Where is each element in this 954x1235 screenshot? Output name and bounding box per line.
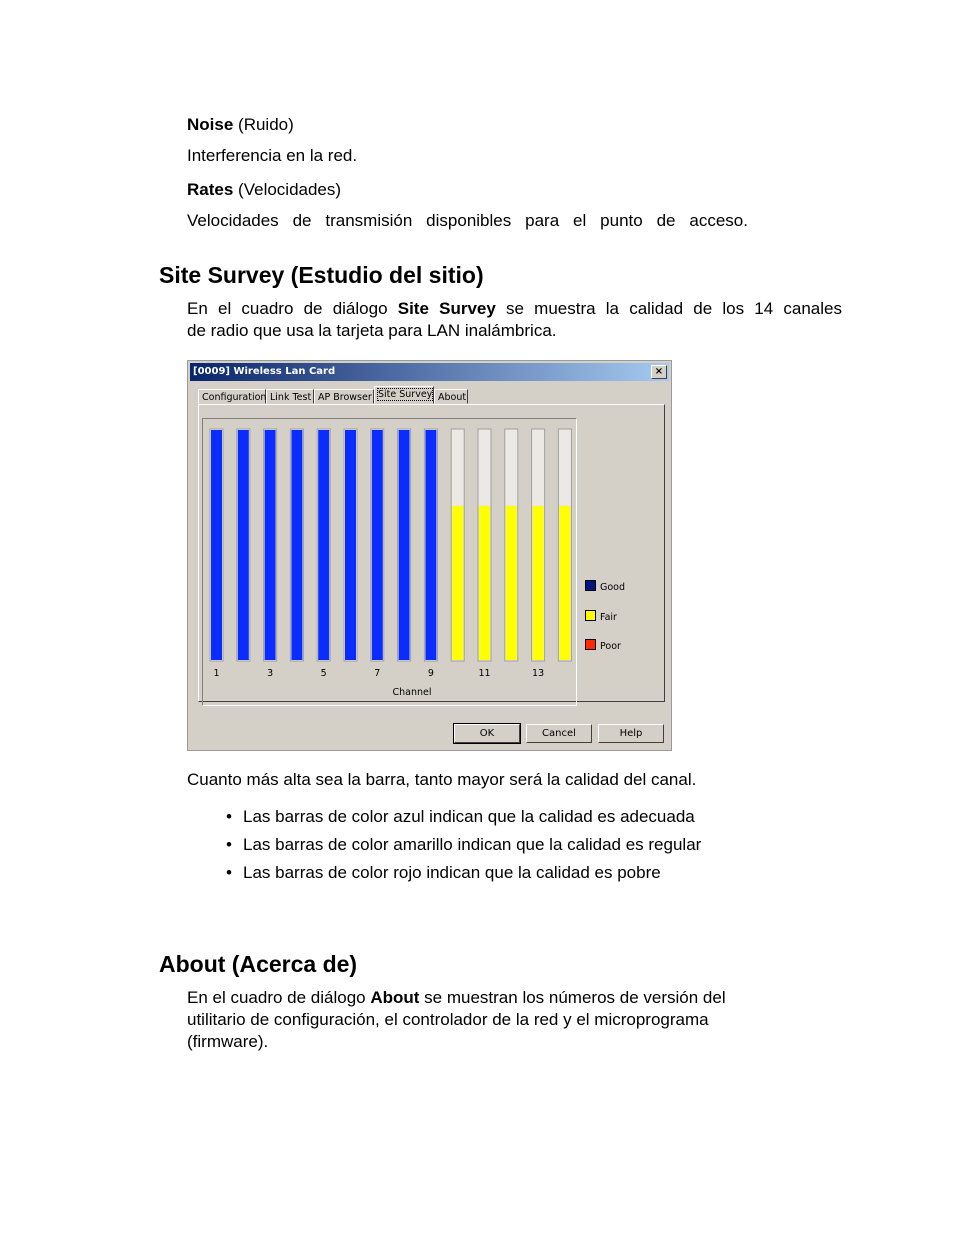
legend-label-good: Good: [600, 582, 626, 593]
channel-chart: [202, 418, 577, 706]
tab-site-survey[interactable]: [374, 386, 434, 404]
tick-label: 3: [267, 668, 274, 679]
tick-label: 5: [320, 668, 327, 679]
tick-label: 13: [532, 668, 545, 679]
legend-poor: [585, 639, 621, 652]
site-survey-intro-line2: de radio que usa la tarjeta para LAN inalámbrica.: [187, 321, 557, 340]
intro-text: En el cuadro de diálogo: [187, 299, 398, 318]
tab-label: Site Survey: [378, 389, 433, 400]
tab-label: Link Test: [270, 392, 312, 403]
noise-term: Noise: [187, 115, 234, 134]
x-axis-label: Channel: [392, 687, 432, 698]
bullet-dot: •: [226, 807, 232, 826]
about-line2: utilitario de configuración, el controlador de la red y el microprograma: [187, 1010, 709, 1029]
help-button[interactable]: Help: [598, 724, 664, 743]
tab-label: Configuration: [202, 392, 267, 403]
site-survey-heading: Site Survey (Estudio del sitio): [159, 262, 484, 288]
legend-label-fair: Fair: [600, 612, 617, 623]
tick-label: 9: [427, 668, 434, 679]
channel-bar: [533, 506, 544, 660]
tick-label: 1: [213, 668, 220, 679]
noise-term-line: [187, 114, 294, 136]
rates-term: Rates: [187, 180, 234, 199]
channel-chart-svg: [203, 419, 576, 705]
legend-label-poor: Poor: [600, 641, 621, 652]
channel-bar: [452, 506, 463, 660]
bullet-text: Las barras de color azul indican que la calidad es adecuada: [243, 807, 695, 826]
tick-label: 7: [374, 668, 381, 679]
close-icon[interactable]: ×: [651, 365, 667, 379]
tab-label: About: [438, 392, 467, 403]
about-line3: (firmware).: [187, 1032, 269, 1051]
channel-bar: [372, 430, 383, 660]
channel-bar: [559, 506, 570, 660]
dialog-titlebar: [190, 363, 669, 381]
tab-configuration[interactable]: [198, 389, 266, 404]
about-text-rest: se muestran los números de versión del: [419, 988, 726, 1007]
channel-bar: [318, 430, 329, 660]
about-line1: [187, 987, 726, 1009]
dialog-title: [0009] Wireless Lan Card: [193, 366, 336, 377]
tab-about[interactable]: [434, 389, 468, 404]
site-survey-intro-line1: [187, 298, 842, 320]
rates-term-line: [187, 179, 341, 201]
legend-swatch-fair: [585, 610, 596, 621]
about-bold: About: [370, 988, 420, 1007]
channel-bar: [291, 430, 302, 660]
about-heading: About (Acerca de): [159, 951, 358, 977]
rates-paren: (Velocidades): [238, 180, 342, 199]
legend-fair: [585, 610, 617, 623]
intro-bold: Site Survey: [397, 299, 496, 318]
channel-bar: [345, 430, 356, 660]
bullet-text: Las barras de color rojo indican que la calidad es pobre: [243, 863, 661, 882]
cancel-button[interactable]: Cancel: [526, 724, 592, 743]
noise-paren: (Ruido): [238, 115, 294, 134]
channel-bar: [425, 430, 436, 660]
tick-label: 11: [478, 668, 491, 679]
channel-bar: [211, 430, 222, 660]
bullet-text: Las barras de color amarillo indican que la calidad es regular: [243, 835, 702, 854]
legend-swatch-poor: [585, 639, 596, 650]
legend-good: [585, 580, 625, 593]
about-text: En el cuadro de diálogo: [187, 988, 371, 1007]
ok-button[interactable]: OK: [454, 724, 520, 743]
tab-link-test[interactable]: [266, 389, 314, 404]
bar-height-explanation: Cuanto más alta sea la barra, tanto mayor será la calidad del canal.: [187, 770, 697, 789]
tab-ap-browser[interactable]: [314, 389, 374, 404]
channel-bar: [399, 430, 410, 660]
rates-description: Velocidades de transmisión disponibles para el punto de acceso.: [187, 211, 748, 230]
bullet-dot: •: [226, 835, 232, 854]
legend-swatch-good: [585, 580, 596, 591]
wireless-lan-card-dialog: [187, 360, 672, 751]
channel-bar: [506, 506, 517, 660]
channel-bar: [265, 430, 276, 660]
bullet-dot: •: [226, 863, 232, 882]
intro-text-rest: se muestra la calidad de los 14 canales: [495, 299, 842, 318]
tab-label: AP Browser: [318, 392, 372, 403]
channel-bar: [238, 430, 249, 660]
noise-description: Interferencia en la red.: [187, 146, 358, 165]
channel-bar: [479, 506, 490, 660]
